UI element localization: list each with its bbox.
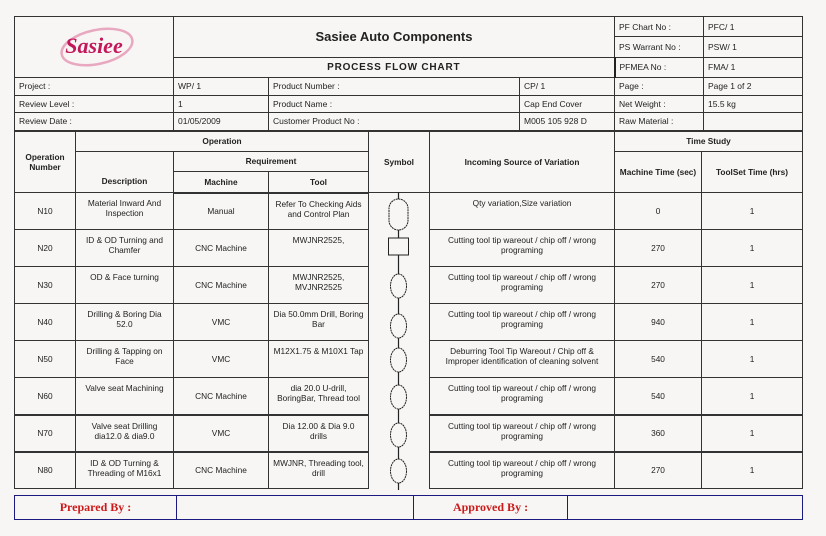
- review-date-label: Review Date :: [15, 113, 174, 131]
- op-number: N10: [15, 193, 76, 230]
- approved-by-label: Approved By :: [414, 496, 568, 520]
- review-date-value: 01/05/2009: [174, 113, 269, 131]
- op-machine: CNC Machine: [174, 378, 269, 415]
- header-requirement: Requirement: [174, 152, 369, 172]
- op-variation: Cutting tool tip wareout / chip off / wrong programing: [430, 304, 615, 341]
- op-toolset-time: 1: [702, 452, 803, 489]
- op-machine-time: 270: [615, 452, 702, 489]
- op-variation: Cutting tool tip wareout / chip off / wrong programing: [430, 452, 615, 489]
- process-ellipse-icon: [391, 274, 407, 298]
- op-number: N60: [15, 378, 76, 415]
- operation-square-icon: [389, 238, 409, 255]
- pfmea-no-value: FMA/ 1: [704, 57, 803, 77]
- op-description: Drilling & Tapping on Face: [76, 341, 174, 378]
- product-number-value: CP/ 1: [520, 78, 615, 96]
- header-toolset-time: ToolSet Time (hrs): [702, 152, 803, 193]
- op-description: Valve seat Machining: [76, 378, 174, 415]
- op-description: Drilling & Boring Dia 52.0: [76, 304, 174, 341]
- op-variation: Cutting tool tip wareout / chip off / wrong programing: [430, 230, 615, 267]
- op-toolset-time: 1: [702, 230, 803, 267]
- header-table: [14, 16, 803, 131]
- raw-material-label: Raw Material :: [615, 113, 704, 131]
- header-machine: Machine: [174, 172, 269, 193]
- op-number: N30: [15, 267, 76, 304]
- review-level-label: Review Level :: [15, 95, 174, 113]
- header-operation-number: Operation Number: [15, 132, 76, 193]
- op-description: ID & OD Turning & Threading of M16x1: [76, 452, 174, 489]
- op-tool: MWJNR2525,: [269, 230, 369, 267]
- op-machine: Manual: [174, 193, 269, 230]
- svg-text:Sasiee: Sasiee: [65, 33, 123, 58]
- review-level-value: 1: [174, 95, 269, 113]
- customer-product-no-value: M005 105 928 D: [520, 113, 615, 131]
- page-label: Page :: [615, 78, 704, 96]
- op-machine-time: 940: [615, 304, 702, 341]
- op-variation: Deburring Tool Tip Wareout / Chip off & Improper identification of cleaning solvent: [430, 341, 615, 378]
- document-title: PROCESS FLOW CHART: [174, 57, 615, 77]
- process-ellipse-icon: [391, 423, 407, 447]
- project-label: Project :: [15, 78, 174, 96]
- process-ellipse-icon: [391, 459, 407, 483]
- customer-product-no-label: Customer Product No :: [269, 113, 520, 131]
- header-operation: Operation: [76, 132, 369, 152]
- op-machine-time: 540: [615, 378, 702, 415]
- signature-footer: [14, 495, 803, 520]
- op-tool: Dia 50.0mm Drill, Boring Bar: [269, 304, 369, 341]
- op-variation: Cutting tool tip wareout / chip off / wrong programing: [430, 415, 615, 452]
- op-variation: Qty variation,Size variation: [430, 193, 615, 230]
- ps-warrant-no-label: PS Warrant No :: [615, 37, 704, 57]
- op-machine: VMC: [174, 341, 269, 378]
- op-tool: Refer To Checking Aids and Control Plan: [269, 193, 369, 230]
- op-toolset-time: 1: [702, 415, 803, 452]
- terminal-symbol-icon: [389, 199, 408, 230]
- net-weight-value: 15.5 kg: [704, 95, 803, 113]
- header-symbol: Symbol: [369, 132, 430, 193]
- prepared-by-label: Prepared By :: [15, 496, 177, 520]
- op-toolset-time: 1: [702, 193, 803, 230]
- header-incoming-source: Incoming Source of Variation: [430, 132, 615, 193]
- process-ellipse-icon: [391, 314, 407, 338]
- op-number: N40: [15, 304, 76, 341]
- op-machine-time: 0: [615, 193, 702, 230]
- pf-chart-no-label: PF Chart No :: [615, 17, 704, 37]
- header-description: Description: [76, 152, 174, 193]
- op-variation: Cutting tool tip wareout / chip off / wrong programing: [430, 378, 615, 415]
- op-number: N50: [15, 341, 76, 378]
- approved-by-field[interactable]: [568, 496, 803, 520]
- op-machine: CNC Machine: [174, 452, 269, 489]
- product-name-value: Cap End Cover: [520, 95, 615, 113]
- op-description: OD & Face turning: [76, 267, 174, 304]
- header-tool: Tool: [269, 172, 369, 193]
- product-name-label: Product Name :: [269, 95, 520, 113]
- op-machine: CNC Machine: [174, 230, 269, 267]
- op-toolset-time: 1: [702, 341, 803, 378]
- op-tool: dia 20.0 U-drill, BoringBar, Thread tool: [269, 378, 369, 415]
- project-value: WP/ 1: [174, 78, 269, 96]
- op-number: N70: [15, 415, 76, 452]
- ps-warrant-no-value: PSW/ 1: [704, 37, 803, 57]
- net-weight-label: Net Weight :: [615, 95, 704, 113]
- pf-chart-no-value: PFC/ 1: [704, 17, 803, 37]
- sasiee-logo-icon: [39, 21, 149, 71]
- op-machine: VMC: [174, 415, 269, 452]
- op-toolset-time: 1: [702, 304, 803, 341]
- op-machine: CNC Machine: [174, 267, 269, 304]
- op-tool: MWJNR, Threading tool, drill: [269, 452, 369, 489]
- op-machine-time: 540: [615, 341, 702, 378]
- op-machine-time: 360: [615, 415, 702, 452]
- op-description: Material Inward And Inspection: [76, 193, 174, 230]
- op-tool: Dia 12.00 & Dia 9.0 drills: [269, 415, 369, 452]
- header-time-study: Time Study: [615, 132, 803, 152]
- op-number: N20: [15, 230, 76, 267]
- company-name: Sasiee Auto Components: [174, 17, 615, 58]
- op-toolset-time: 1: [702, 378, 803, 415]
- product-number-label: Product Number :: [269, 78, 520, 96]
- pfmea-no-label: PFMEA No :: [615, 57, 704, 77]
- op-machine-time: 270: [615, 267, 702, 304]
- page-value: Page 1 of 2: [704, 78, 803, 96]
- header-machine-time: Machine Time (sec): [615, 152, 702, 193]
- op-variation: Cutting tool tip wareout / chip off / wrong programing: [430, 267, 615, 304]
- process-ellipse-icon: [391, 348, 407, 372]
- op-machine-time: 270: [615, 230, 702, 267]
- prepared-by-field[interactable]: [177, 496, 414, 520]
- logo-cell: [15, 17, 174, 78]
- process-ellipse-icon: [391, 385, 407, 409]
- raw-material-value: [704, 113, 803, 131]
- op-toolset-time: 1: [702, 267, 803, 304]
- op-tool: MWJNR2525, MVJNR2525: [269, 267, 369, 304]
- op-description: Valve seat Drilling dia12.0 & dia9.0: [76, 415, 174, 452]
- op-machine: VMC: [174, 304, 269, 341]
- op-description: ID & OD Turning and Chamfer: [76, 230, 174, 267]
- op-number: N80: [15, 452, 76, 489]
- op-tool: M12X1.75 & M10X1 Tap: [269, 341, 369, 378]
- flow-symbols: [368, 192, 429, 490]
